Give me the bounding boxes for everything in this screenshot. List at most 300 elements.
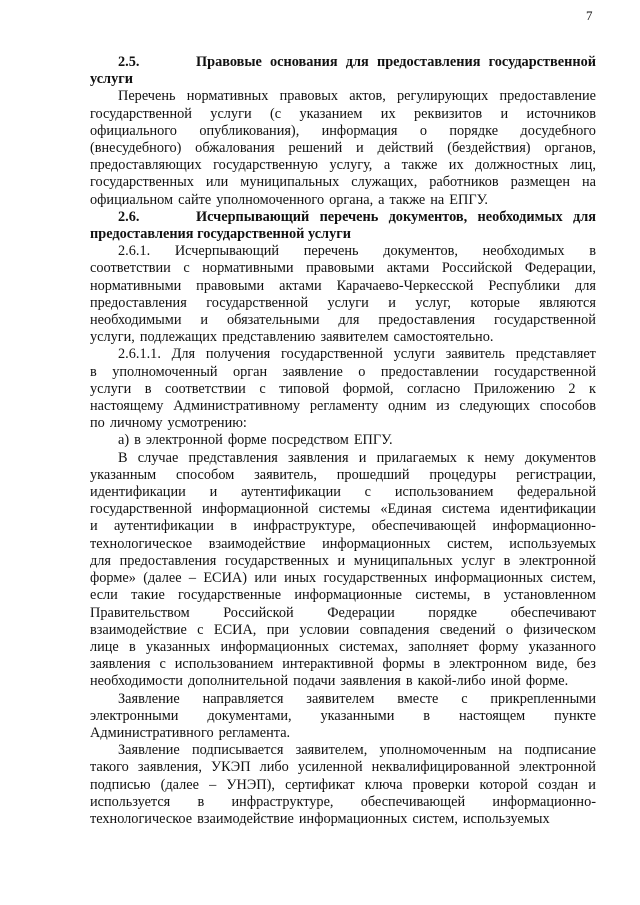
word: Республики xyxy=(488,277,561,294)
word: используемых xyxy=(462,810,550,827)
word: сведений xyxy=(439,621,496,638)
word: пункте xyxy=(554,707,596,724)
word: предоставляющих xyxy=(90,157,202,174)
word: и xyxy=(588,776,596,793)
word: и xyxy=(358,449,367,466)
word: должностных xyxy=(475,157,559,174)
text-line xyxy=(90,432,596,449)
word: аутентификации xyxy=(241,484,341,501)
word: в xyxy=(589,243,596,260)
word: сертификат xyxy=(285,776,355,793)
word: актами xyxy=(386,260,430,277)
document-body xyxy=(90,54,596,828)
word: какой-либо xyxy=(417,673,486,690)
word: уполномоченным xyxy=(379,742,487,759)
word: с xyxy=(259,380,266,397)
word: основания xyxy=(270,54,338,70)
word: системы, xyxy=(415,587,471,604)
section-heading-first-line xyxy=(90,209,596,226)
word: и xyxy=(356,140,364,157)
section-number: 2.5. xyxy=(118,54,140,70)
section-heading xyxy=(90,209,596,243)
word: государственной xyxy=(488,54,596,70)
word: обеспечивают xyxy=(510,604,596,621)
word: нормативных xyxy=(186,88,269,105)
word: или xyxy=(254,570,277,587)
word: подписание xyxy=(524,742,596,759)
word: к xyxy=(589,380,596,397)
word: услуги xyxy=(327,294,369,311)
word: инфраструктуре, xyxy=(231,793,334,810)
paragraph xyxy=(90,346,596,432)
word: систем, xyxy=(412,810,458,827)
text-line xyxy=(90,794,596,811)
section-title-line1 xyxy=(196,54,596,71)
section-title-line2: услуги xyxy=(90,71,133,88)
word: по xyxy=(90,415,105,432)
word: государственной xyxy=(280,346,383,363)
word: на xyxy=(498,742,513,759)
word: предоставления xyxy=(376,54,481,70)
word: взаимодействие xyxy=(208,535,306,552)
word: нормативными xyxy=(90,277,182,294)
word: услуг xyxy=(461,552,495,569)
word: регламенту xyxy=(309,398,379,415)
page-number: 7 xyxy=(586,8,593,23)
word: действий xyxy=(377,140,434,157)
word: систем, xyxy=(550,570,596,587)
word: формы xyxy=(382,656,425,673)
word: актов, xyxy=(349,88,386,105)
word: правовых xyxy=(279,88,339,105)
word: В xyxy=(118,449,128,466)
word: решений xyxy=(288,140,343,157)
word: Правительством xyxy=(90,604,190,621)
word: в xyxy=(90,363,97,380)
word: услуги xyxy=(210,105,252,122)
word: в xyxy=(129,638,136,655)
word: электронной xyxy=(519,759,596,776)
word: документов xyxy=(524,449,596,466)
word: взаимодействие xyxy=(90,621,187,638)
word: такие xyxy=(131,587,165,604)
word: Федерации, xyxy=(524,260,596,277)
word: для xyxy=(345,54,369,70)
word: государственные xyxy=(178,587,282,604)
word: обеспечивающей xyxy=(371,518,476,535)
word: их xyxy=(380,105,396,122)
word: интерактивной xyxy=(282,656,374,673)
word: сайте xyxy=(178,191,212,208)
word: иной xyxy=(490,673,521,690)
word: заявителем xyxy=(306,690,375,707)
word: орган xyxy=(232,363,268,380)
word: и xyxy=(388,294,396,311)
word: заполняет xyxy=(408,638,469,655)
word: уполномоченного xyxy=(216,191,325,208)
word: с xyxy=(183,260,190,277)
word: форме» xyxy=(90,570,136,587)
word: системах, xyxy=(339,638,399,655)
word: проверки xyxy=(412,776,470,793)
word: их xyxy=(448,157,464,174)
word: необходимыми xyxy=(90,312,182,329)
text-line xyxy=(90,174,596,191)
text-line xyxy=(90,553,596,570)
text-line xyxy=(90,243,596,260)
text-line xyxy=(90,639,596,656)
text-line xyxy=(90,587,596,604)
word: правовыми xyxy=(306,260,375,277)
word: Российской xyxy=(441,260,513,277)
word: с xyxy=(461,690,468,707)
word: соответствии xyxy=(90,260,171,277)
word: ЕПГУ. xyxy=(353,432,393,449)
word: одним xyxy=(388,398,427,415)
word: порядке xyxy=(428,604,478,621)
word: необходимых xyxy=(477,208,563,225)
word: технологическое xyxy=(90,810,193,827)
text-line xyxy=(90,381,596,398)
text-line xyxy=(90,622,596,639)
word: услуги xyxy=(393,346,435,363)
text-line xyxy=(90,501,596,518)
word: перечень xyxy=(319,208,379,225)
word: государственной xyxy=(494,312,596,329)
text-line xyxy=(90,312,596,329)
word: (внесудебного) xyxy=(90,140,182,157)
word: самостоятельно. xyxy=(393,329,494,346)
word: указанных xyxy=(145,638,211,655)
word: представлению xyxy=(222,329,316,346)
text-line xyxy=(90,811,596,828)
text-line xyxy=(90,278,596,295)
text-line xyxy=(90,415,596,432)
word: уполномоченный xyxy=(112,363,218,380)
word: в xyxy=(483,587,491,604)
word: получения xyxy=(205,346,271,363)
word: услуги xyxy=(90,380,132,397)
word: служащих, xyxy=(351,174,418,191)
word: Административному xyxy=(173,398,301,415)
word: неквалифицированной xyxy=(371,759,510,776)
section-heading-first-line xyxy=(90,54,596,71)
word: физическом xyxy=(523,621,596,638)
word: лиц, xyxy=(569,157,596,174)
word: размещен xyxy=(510,174,570,191)
word: системы xyxy=(318,501,371,518)
text-line xyxy=(90,725,596,742)
word: которой xyxy=(479,776,528,793)
word: согласно xyxy=(407,380,461,397)
word: являются xyxy=(539,294,596,311)
word: (бездействия) xyxy=(447,140,531,157)
word: указанными xyxy=(320,707,395,724)
word: ЕСИА, xyxy=(213,621,257,638)
word: заявления, xyxy=(137,759,202,776)
word: систем, xyxy=(447,535,493,552)
word: информационной xyxy=(202,501,309,518)
text-line xyxy=(90,777,596,794)
word: – xyxy=(209,776,217,793)
text-line xyxy=(90,295,596,312)
word: документами, xyxy=(207,707,292,724)
word: электронной xyxy=(518,552,596,569)
word: настоящему xyxy=(90,398,164,415)
word: с xyxy=(364,484,372,501)
word: регистрации, xyxy=(516,466,596,483)
word: государственную xyxy=(213,157,318,174)
word: услуг, xyxy=(415,294,451,311)
text-line xyxy=(90,742,596,759)
word: 2 xyxy=(568,380,576,397)
word: усмотрению: xyxy=(167,415,247,432)
word: и xyxy=(200,312,209,329)
word: работников xyxy=(429,174,499,191)
word: или xyxy=(205,174,229,191)
word: – xyxy=(188,570,197,587)
paragraph xyxy=(90,691,596,743)
word: представления xyxy=(188,449,278,466)
word: необходимости xyxy=(90,673,183,690)
word: в xyxy=(134,432,141,449)
text-line xyxy=(90,673,596,690)
word: ЕСИА) xyxy=(203,570,248,587)
word: усиленной xyxy=(297,759,363,776)
word: предоставления xyxy=(378,312,476,329)
word: технологическое xyxy=(90,535,193,552)
word: Федерации xyxy=(327,604,395,621)
section-number: 2.6. xyxy=(118,208,140,225)
word: информационных xyxy=(298,810,408,827)
word: документов, xyxy=(383,243,458,260)
text-line xyxy=(90,329,596,346)
word: Исчерпывающий xyxy=(174,243,280,260)
text-line xyxy=(90,484,596,501)
word: процедуры xyxy=(429,466,497,483)
word: обеспечивающей xyxy=(360,793,466,810)
word: формой, xyxy=(342,380,394,397)
text-line xyxy=(90,260,596,277)
text-line xyxy=(90,450,596,467)
word: заявления xyxy=(90,656,151,673)
paragraph xyxy=(90,450,596,691)
word: на xyxy=(430,191,445,208)
word: с xyxy=(159,656,166,673)
word: Карачаево-Черкесской xyxy=(336,277,474,294)
word: заявитель, xyxy=(254,466,317,483)
word: посредством xyxy=(271,432,349,449)
word: для xyxy=(338,312,360,329)
word: заявителем, xyxy=(295,742,368,759)
word: типовой xyxy=(279,380,330,397)
word: из xyxy=(436,398,450,415)
word: при xyxy=(266,621,290,638)
section-title-line2: предоставления государственной услуги xyxy=(90,226,351,243)
text-line xyxy=(90,759,596,776)
word: порядке xyxy=(449,122,499,139)
word: государственной xyxy=(206,294,309,311)
word: заявления xyxy=(340,673,401,690)
word: официальном xyxy=(90,191,174,208)
word: в xyxy=(405,673,413,690)
word: государственной xyxy=(90,105,192,122)
word: прикрепленными xyxy=(490,690,596,707)
text-line xyxy=(90,346,596,363)
word: Правовые xyxy=(196,54,262,70)
text-line xyxy=(90,518,596,535)
word: Административного xyxy=(90,724,214,741)
word: предоставления xyxy=(119,552,217,569)
word: предоставления xyxy=(90,294,187,311)
paragraph xyxy=(90,243,596,346)
text-line xyxy=(90,106,596,123)
word: иных xyxy=(284,570,317,587)
word: Исчерпывающий xyxy=(196,208,310,225)
word: без xyxy=(576,656,596,673)
word: форме. xyxy=(525,673,569,690)
text-line xyxy=(90,157,596,174)
word: указанным xyxy=(90,466,157,483)
word: электронными xyxy=(90,707,179,724)
word: информационно- xyxy=(492,518,596,535)
word: о xyxy=(505,621,514,638)
word: органов, xyxy=(544,140,596,157)
word: регламента. xyxy=(218,724,291,741)
word: Заявление xyxy=(118,690,180,707)
word: создан xyxy=(537,776,579,793)
word: обязательными xyxy=(227,312,320,329)
word: такого xyxy=(90,759,129,776)
word: муниципальных xyxy=(240,174,340,191)
word: документов, xyxy=(388,208,468,225)
word: государственных xyxy=(225,552,329,569)
word: подачи xyxy=(293,673,336,690)
word: и xyxy=(90,518,98,535)
word: электронном xyxy=(449,656,528,673)
word: виде, xyxy=(536,656,568,673)
word: федеральной xyxy=(517,484,596,501)
word: обжалования xyxy=(195,140,275,157)
word: информация xyxy=(321,122,398,139)
text-line xyxy=(90,570,596,587)
word: к xyxy=(467,449,475,466)
word: органа, xyxy=(329,191,374,208)
word: на xyxy=(581,174,596,191)
word: Российской xyxy=(223,604,294,621)
word: государственных xyxy=(90,174,194,191)
word: источников xyxy=(526,105,596,122)
word: в xyxy=(423,707,431,724)
word: ключа xyxy=(364,776,403,793)
section-title-line1 xyxy=(196,209,596,226)
word: следующих xyxy=(459,398,530,415)
word: для xyxy=(572,208,596,225)
word: подписью xyxy=(90,776,151,793)
text-line xyxy=(90,605,596,622)
text-line xyxy=(90,691,596,708)
word: в xyxy=(433,656,441,673)
word: идентификации xyxy=(500,501,596,518)
word: условии xyxy=(299,621,350,638)
word: услугу, xyxy=(329,157,373,174)
word: и xyxy=(337,552,346,569)
word: информационных xyxy=(434,570,544,587)
text-line xyxy=(90,656,596,673)
text-line xyxy=(90,192,596,209)
word: 2.6.1.1. xyxy=(118,346,161,363)
paragraph xyxy=(90,432,596,449)
word: использованием xyxy=(394,484,494,501)
word: «Единая xyxy=(380,501,432,518)
word: информационных xyxy=(220,638,329,655)
word: государственных xyxy=(323,570,428,587)
word: о xyxy=(419,122,427,139)
word: УКЭП xyxy=(210,759,251,776)
word: используется xyxy=(90,793,171,810)
word: необходимых xyxy=(482,243,565,260)
word: в xyxy=(503,552,511,569)
paragraph xyxy=(90,742,596,828)
word: официального xyxy=(90,122,177,139)
word: дополнительной xyxy=(187,673,289,690)
word: заявителем xyxy=(320,329,389,346)
word: вместе xyxy=(397,690,439,707)
text-line xyxy=(90,123,596,140)
word: форму xyxy=(478,638,519,655)
word: опубликования), xyxy=(199,122,300,139)
word: также xyxy=(389,191,426,208)
word: форме xyxy=(227,432,267,449)
word: использованием xyxy=(174,656,274,673)
word: (далее xyxy=(143,570,182,587)
word: представляет xyxy=(515,346,596,363)
word: которые xyxy=(470,294,520,311)
word: перечень xyxy=(303,243,359,260)
word: информационные xyxy=(294,587,402,604)
word: установленном xyxy=(503,587,596,604)
word: электронной xyxy=(145,432,223,449)
text-line xyxy=(90,398,596,415)
word: заявление xyxy=(282,363,343,380)
word: Для xyxy=(171,346,196,363)
word: в xyxy=(144,380,152,397)
word: заявления xyxy=(288,449,349,466)
word: государственной xyxy=(494,363,596,380)
word: регулирующих xyxy=(397,88,489,105)
word: случае xyxy=(137,449,179,466)
word: совпадения xyxy=(359,621,430,638)
paragraph xyxy=(90,88,596,208)
word: предоставлении xyxy=(380,363,479,380)
word: инфраструктуре, xyxy=(253,518,356,535)
text-line xyxy=(90,140,596,157)
word: для xyxy=(90,552,111,569)
word: если xyxy=(90,587,118,604)
word: используемых xyxy=(509,535,596,552)
word: а xyxy=(383,157,391,174)
word: система xyxy=(441,501,491,518)
word: нормативными xyxy=(202,260,294,277)
text-line xyxy=(90,364,596,381)
word: Приложению xyxy=(473,380,555,397)
word: а) xyxy=(118,432,130,449)
word: указанного xyxy=(528,638,596,655)
word: в xyxy=(197,793,205,810)
word: заявитель xyxy=(445,346,505,363)
word: и xyxy=(209,484,218,501)
text-line xyxy=(90,467,596,484)
